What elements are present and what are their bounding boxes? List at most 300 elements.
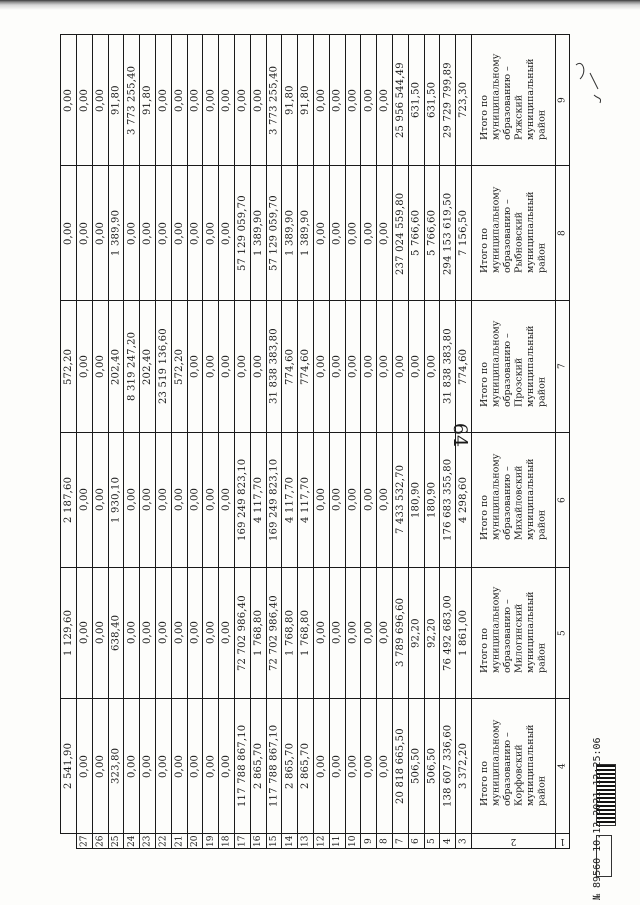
- cell-value: 91,80: [142, 85, 154, 115]
- cell-value: 2 865,70: [252, 742, 264, 790]
- cell-value: 0,00: [205, 88, 217, 112]
- cell-value: 506,50: [426, 747, 438, 785]
- value-cell: [345, 301, 361, 432]
- value-cell: [92, 698, 108, 833]
- cell-value: 57 129 059,70: [268, 195, 280, 272]
- value-cell: [456, 567, 472, 698]
- value-cell: [61, 567, 77, 698]
- cell-value: 572,20: [63, 348, 75, 385]
- cell-value: 774,60: [300, 348, 312, 385]
- value-cell: [440, 301, 456, 432]
- column-number-22: 22: [156, 834, 172, 849]
- cell-value: 0,00: [126, 221, 138, 245]
- value-cell: [282, 35, 298, 166]
- value-cell: [440, 698, 456, 833]
- cell-value: 0,00: [157, 754, 169, 778]
- value-cell: [235, 567, 251, 698]
- value-cell: [266, 166, 282, 301]
- value-cell: [203, 432, 219, 567]
- column-number-9: 9: [361, 834, 377, 849]
- cell-value: 0,00: [142, 221, 154, 245]
- column-number-7: 7: [393, 834, 409, 849]
- column-number-2: 2: [472, 834, 556, 849]
- value-cell: [424, 432, 440, 567]
- value-cell: [171, 698, 187, 833]
- value-cell: [377, 698, 393, 833]
- table-row: [61, 166, 570, 301]
- value-cell: [440, 35, 456, 166]
- cell-value: 0,00: [94, 488, 106, 512]
- row-name: Итого по муниципальному образованию – Михайловский муниципальный район: [479, 453, 548, 540]
- cell-value: 0,00: [142, 621, 154, 645]
- cell-value: 0,00: [78, 488, 90, 512]
- cell-value: 169 249 823,10: [236, 458, 248, 541]
- cell-value: 0,00: [78, 621, 90, 645]
- cell-value: 0,00: [252, 354, 264, 379]
- value-cell: [156, 698, 172, 833]
- cell-value: 0,00: [157, 221, 169, 245]
- value-cell: [140, 698, 156, 833]
- value-cell: [298, 166, 314, 301]
- value-cell: [408, 301, 424, 432]
- cell-value: 1 129,60: [63, 609, 75, 656]
- row-index: [556, 301, 570, 432]
- cell-value: 0,00: [221, 88, 233, 112]
- value-cell: [235, 432, 251, 567]
- cell-value: 138 607 336,60: [442, 724, 454, 808]
- cell-value: 0,00: [173, 488, 185, 512]
- cell-value: 4 117,70: [284, 476, 296, 523]
- value-cell: [219, 432, 235, 567]
- cell-value: 2 187,60: [63, 476, 75, 523]
- value-cell: [440, 567, 456, 698]
- value-cell: [329, 432, 345, 567]
- cell-value: 0,00: [94, 88, 106, 112]
- column-number-25: 25: [108, 834, 124, 849]
- value-cell: [361, 567, 377, 698]
- value-cell: [187, 698, 203, 833]
- cell-value: 0,00: [63, 88, 75, 112]
- cell-value: 0,00: [157, 88, 169, 112]
- cell-value: 1 389,90: [110, 210, 122, 257]
- cell-value: 8 319 247,20: [126, 331, 138, 402]
- value-cell: [266, 35, 282, 166]
- value-cell: [187, 432, 203, 567]
- column-number-14: 14: [282, 834, 298, 849]
- cell-value: 4 298,60: [458, 476, 470, 523]
- row-name: Итого по муниципальному образованию – Корфовский муниципальный район: [479, 719, 548, 806]
- value-cell: [393, 301, 409, 432]
- cell-value: 0,00: [315, 621, 327, 645]
- value-cell: [345, 166, 361, 301]
- cell-value: 0,00: [189, 488, 201, 512]
- value-cell: [124, 432, 140, 567]
- value-cell: [393, 166, 409, 301]
- column-number-17: 17: [235, 834, 251, 849]
- cell-value: 0,00: [379, 354, 391, 379]
- value-cell: [250, 698, 266, 833]
- cell-value: 774,60: [284, 348, 296, 385]
- cell-value: 29 729 799,89: [442, 62, 454, 139]
- cell-value: 0,00: [363, 754, 375, 778]
- cell-value: 1 930,10: [110, 476, 122, 523]
- column-number-row: [61, 834, 570, 849]
- cell-value: 31 838 383,80: [268, 328, 280, 405]
- cell-value: 0,00: [173, 621, 185, 645]
- cell-value: 117 788 867,10: [236, 724, 248, 808]
- value-cell: [329, 35, 345, 166]
- cell-value: 723,30: [458, 82, 470, 119]
- value-cell: [156, 567, 172, 698]
- value-cell: [203, 567, 219, 698]
- column-number-19: 19: [203, 834, 219, 849]
- value-cell: [266, 301, 282, 432]
- value-cell: [377, 35, 393, 166]
- cell-value: 0,00: [331, 621, 343, 645]
- cell-value: 1 768,80: [300, 609, 312, 656]
- row-name-cell: [472, 166, 556, 301]
- cell-value: 31 838 383,80: [442, 328, 454, 405]
- value-cell: [298, 567, 314, 698]
- value-cell: [61, 301, 77, 432]
- cell-value: 117 788 867,10: [268, 724, 280, 808]
- value-cell: [298, 301, 314, 432]
- column-number-13: 13: [298, 834, 314, 849]
- cell-value: 774,60: [458, 348, 470, 385]
- row-index-text: 9: [557, 97, 568, 104]
- value-cell: [156, 35, 172, 166]
- cell-value: 0,00: [426, 354, 438, 379]
- value-cell: [250, 432, 266, 567]
- value-cell: [219, 698, 235, 833]
- value-cell: [329, 698, 345, 833]
- cell-value: 2 541,90: [63, 742, 75, 790]
- value-cell: [108, 432, 124, 567]
- value-cell: [124, 698, 140, 833]
- cell-value: 2 865,70: [284, 742, 296, 790]
- value-cell: [377, 432, 393, 567]
- value-cell: [92, 567, 108, 698]
- value-cell: [314, 698, 330, 833]
- cell-value: 1 389,90: [300, 210, 312, 257]
- cell-value: 506,50: [410, 747, 422, 785]
- cell-value: 3 789 696,60: [394, 598, 406, 668]
- value-cell: [361, 301, 377, 432]
- value-cell: [140, 301, 156, 432]
- cell-value: 0,00: [236, 88, 248, 112]
- column-number-26: 26: [92, 834, 108, 849]
- cell-value: 4 117,70: [300, 476, 312, 523]
- value-cell: [140, 432, 156, 567]
- value-cell: [282, 166, 298, 301]
- column-number-20: 20: [187, 834, 203, 849]
- column-number-3: 3: [456, 834, 472, 849]
- value-cell: [156, 301, 172, 432]
- cell-value: 7 433 532,70: [394, 465, 406, 535]
- column-number-5: 5: [424, 834, 440, 849]
- cell-value: 0,00: [78, 354, 90, 379]
- cell-value: 0,00: [347, 354, 359, 379]
- value-cell: [61, 166, 77, 301]
- cell-value: 5 766,60: [410, 210, 422, 257]
- row-index-text: 6: [557, 496, 568, 503]
- value-cell: [171, 432, 187, 567]
- column-number-10: 10: [345, 834, 361, 849]
- row-name-cell: [472, 567, 556, 698]
- value-cell: [361, 432, 377, 567]
- cell-value: 0,00: [221, 754, 233, 778]
- cell-value: 0,00: [315, 88, 327, 112]
- table-row: [61, 698, 570, 833]
- value-cell: [77, 35, 93, 166]
- cell-value: 0,00: [94, 221, 106, 245]
- cell-value: 1 768,80: [252, 609, 264, 656]
- value-cell: [92, 301, 108, 432]
- value-cell: [424, 166, 440, 301]
- value-cell: [156, 166, 172, 301]
- value-cell: [187, 166, 203, 301]
- value-cell: [440, 166, 456, 301]
- value-cell: [282, 698, 298, 833]
- cell-value: 92,20: [426, 618, 438, 648]
- row-name-cell: [472, 35, 556, 166]
- page-number: 64: [449, 422, 471, 448]
- cell-value: 0,00: [205, 354, 217, 379]
- row-name: Итого по муниципальному образованию – Милогинский муниципальный район: [479, 586, 548, 673]
- cell-value: 0,00: [331, 754, 343, 778]
- value-cell: [187, 301, 203, 432]
- value-cell: [456, 35, 472, 166]
- value-cell: [298, 35, 314, 166]
- cell-value: 0,00: [173, 88, 185, 112]
- value-cell: [329, 166, 345, 301]
- cell-value: 1 389,90: [252, 210, 264, 257]
- cell-value: 202,40: [110, 348, 122, 385]
- cell-value: 25 956 544,49: [394, 62, 406, 139]
- value-cell: [61, 432, 77, 567]
- value-cell: [408, 166, 424, 301]
- cell-value: 237 024 559,80: [394, 192, 406, 275]
- value-cell: [203, 166, 219, 301]
- column-number-11: 11: [329, 834, 345, 849]
- value-cell: [298, 698, 314, 833]
- value-cell: [314, 166, 330, 301]
- value-cell: [203, 35, 219, 166]
- value-cell: [61, 698, 77, 833]
- value-cell: [456, 301, 472, 432]
- value-cell: [361, 35, 377, 166]
- row-index: [556, 432, 570, 567]
- value-cell: [424, 567, 440, 698]
- value-cell: [408, 698, 424, 833]
- column-number-4: 4: [440, 834, 456, 849]
- cell-value: 0,00: [315, 754, 327, 778]
- cell-value: 0,00: [331, 221, 343, 245]
- cell-value: 0,00: [205, 754, 217, 778]
- cell-value: 0,00: [157, 488, 169, 512]
- value-cell: [361, 166, 377, 301]
- cell-value: 0,00: [363, 621, 375, 645]
- table-row: [61, 301, 570, 432]
- row-index-text: 8: [557, 230, 568, 237]
- cell-value: 57 129 059,70: [236, 195, 248, 272]
- value-cell: [424, 35, 440, 166]
- value-cell: [250, 567, 266, 698]
- cell-value: 0,00: [363, 354, 375, 379]
- cell-value: 0,00: [189, 221, 201, 245]
- cell-value: 0,00: [94, 754, 106, 778]
- cell-value: 3 773 255,40: [126, 65, 138, 135]
- cell-value: 76 492 683,00: [442, 594, 454, 671]
- value-cell: [282, 432, 298, 567]
- value-cell: [108, 166, 124, 301]
- value-cell: [187, 35, 203, 166]
- value-cell: [124, 35, 140, 166]
- value-cell: [282, 301, 298, 432]
- cell-value: 0,00: [379, 488, 391, 512]
- cell-value: 0,00: [221, 221, 233, 245]
- value-cell: [108, 301, 124, 432]
- scan-edge-shadow: [0, 0, 640, 10]
- table-row: [61, 567, 570, 698]
- footer-stamp: № 89560 10.12.2021 12:25:06: [592, 737, 603, 900]
- value-cell: [124, 567, 140, 698]
- column-number-23: 23: [140, 834, 156, 849]
- cell-value: 0,00: [94, 621, 106, 645]
- cell-value: 176 683 355,80: [442, 458, 454, 541]
- cell-value: 0,00: [205, 621, 217, 645]
- cell-value: 0,00: [410, 354, 422, 379]
- cell-value: 0,00: [189, 88, 201, 112]
- value-cell: [314, 567, 330, 698]
- value-cell: [377, 166, 393, 301]
- cell-value: 0,00: [379, 221, 391, 245]
- cell-value: 0,00: [347, 488, 359, 512]
- column-number-27: 27: [77, 834, 93, 849]
- value-cell: [92, 35, 108, 166]
- value-cell: [345, 567, 361, 698]
- cell-value: 202,40: [142, 348, 154, 385]
- cell-value: 0,00: [78, 221, 90, 245]
- column-number-8: 8: [377, 834, 393, 849]
- cell-value: 0,00: [394, 354, 406, 379]
- value-cell: [424, 698, 440, 833]
- value-cell: [393, 698, 409, 833]
- value-cell: [203, 698, 219, 833]
- cell-value: 294 153 619,50: [442, 192, 454, 275]
- cell-value: 0,00: [363, 88, 375, 112]
- row-index-text: 7: [557, 363, 568, 370]
- cell-value: 23 519 136,60: [157, 328, 169, 405]
- cell-value: 323,80: [110, 747, 122, 785]
- cell-value: 72 702 986,40: [236, 594, 248, 671]
- cell-value: 0,00: [347, 221, 359, 245]
- column-number-12: 12: [314, 834, 330, 849]
- value-cell: [235, 698, 251, 833]
- cell-value: 0,00: [142, 754, 154, 778]
- cell-value: 169 249 823,10: [268, 458, 280, 541]
- value-cell: [250, 35, 266, 166]
- cell-value: 3 372,20: [458, 742, 470, 790]
- value-cell: [408, 432, 424, 567]
- value-cell: [108, 567, 124, 698]
- data-table: [60, 34, 570, 849]
- row-name: Итого по муниципальному образованию – Рыбновский муниципальный район: [479, 187, 548, 274]
- value-cell: [345, 432, 361, 567]
- cell-value: 0,00: [221, 488, 233, 512]
- value-cell: [140, 35, 156, 166]
- value-cell: [203, 301, 219, 432]
- value-cell: [440, 432, 456, 567]
- column-number-15: 15: [266, 834, 282, 849]
- value-cell: [329, 301, 345, 432]
- value-cell: [424, 301, 440, 432]
- cell-value: 0,00: [236, 354, 248, 379]
- cell-value: 0,00: [363, 488, 375, 512]
- cell-value: 0,00: [252, 88, 264, 112]
- value-cell: [124, 166, 140, 301]
- cell-value: 572,20: [173, 348, 185, 385]
- cell-value: 180,90: [410, 481, 422, 518]
- value-cell: [77, 698, 93, 833]
- value-cell: [156, 432, 172, 567]
- value-cell: [171, 35, 187, 166]
- value-cell: [235, 166, 251, 301]
- cell-value: 0,00: [157, 621, 169, 645]
- cell-value: 638,40: [110, 614, 122, 651]
- cell-value: 5 766,60: [426, 210, 438, 257]
- value-cell: [456, 166, 472, 301]
- value-cell: [377, 301, 393, 432]
- value-cell: [140, 166, 156, 301]
- row-index: [556, 698, 570, 833]
- cell-value: 0,00: [189, 754, 201, 778]
- value-cell: [393, 432, 409, 567]
- table-row: [61, 35, 570, 166]
- cell-value: 3 773 255,40: [268, 65, 280, 135]
- value-cell: [329, 567, 345, 698]
- value-cell: [61, 35, 77, 166]
- cell-value: 0,00: [205, 221, 217, 245]
- cell-value: 0,00: [331, 488, 343, 512]
- value-cell: [361, 698, 377, 833]
- value-cell: [456, 698, 472, 833]
- value-cell: [235, 301, 251, 432]
- cell-value: 92,20: [410, 618, 422, 648]
- value-cell: [171, 567, 187, 698]
- cell-value: 0,00: [173, 221, 185, 245]
- value-cell: [235, 35, 251, 166]
- cell-value: 0,00: [63, 221, 75, 245]
- cell-value: 0,00: [315, 488, 327, 512]
- value-cell: [393, 567, 409, 698]
- value-cell: [250, 301, 266, 432]
- value-cell: [314, 432, 330, 567]
- cell-value: 0,00: [347, 621, 359, 645]
- cell-value: 0,00: [315, 354, 327, 379]
- value-cell: [377, 567, 393, 698]
- column-number-1: 1: [556, 834, 570, 849]
- cell-value: 0,00: [78, 754, 90, 778]
- cell-value: 1 389,90: [284, 210, 296, 257]
- value-cell: [266, 567, 282, 698]
- cell-value: 0,00: [78, 88, 90, 112]
- row-index: [556, 166, 570, 301]
- row-index: [556, 567, 570, 698]
- cell-value: 0,00: [221, 621, 233, 645]
- cell-value: 0,00: [126, 488, 138, 512]
- column-number-16: 16: [250, 834, 266, 849]
